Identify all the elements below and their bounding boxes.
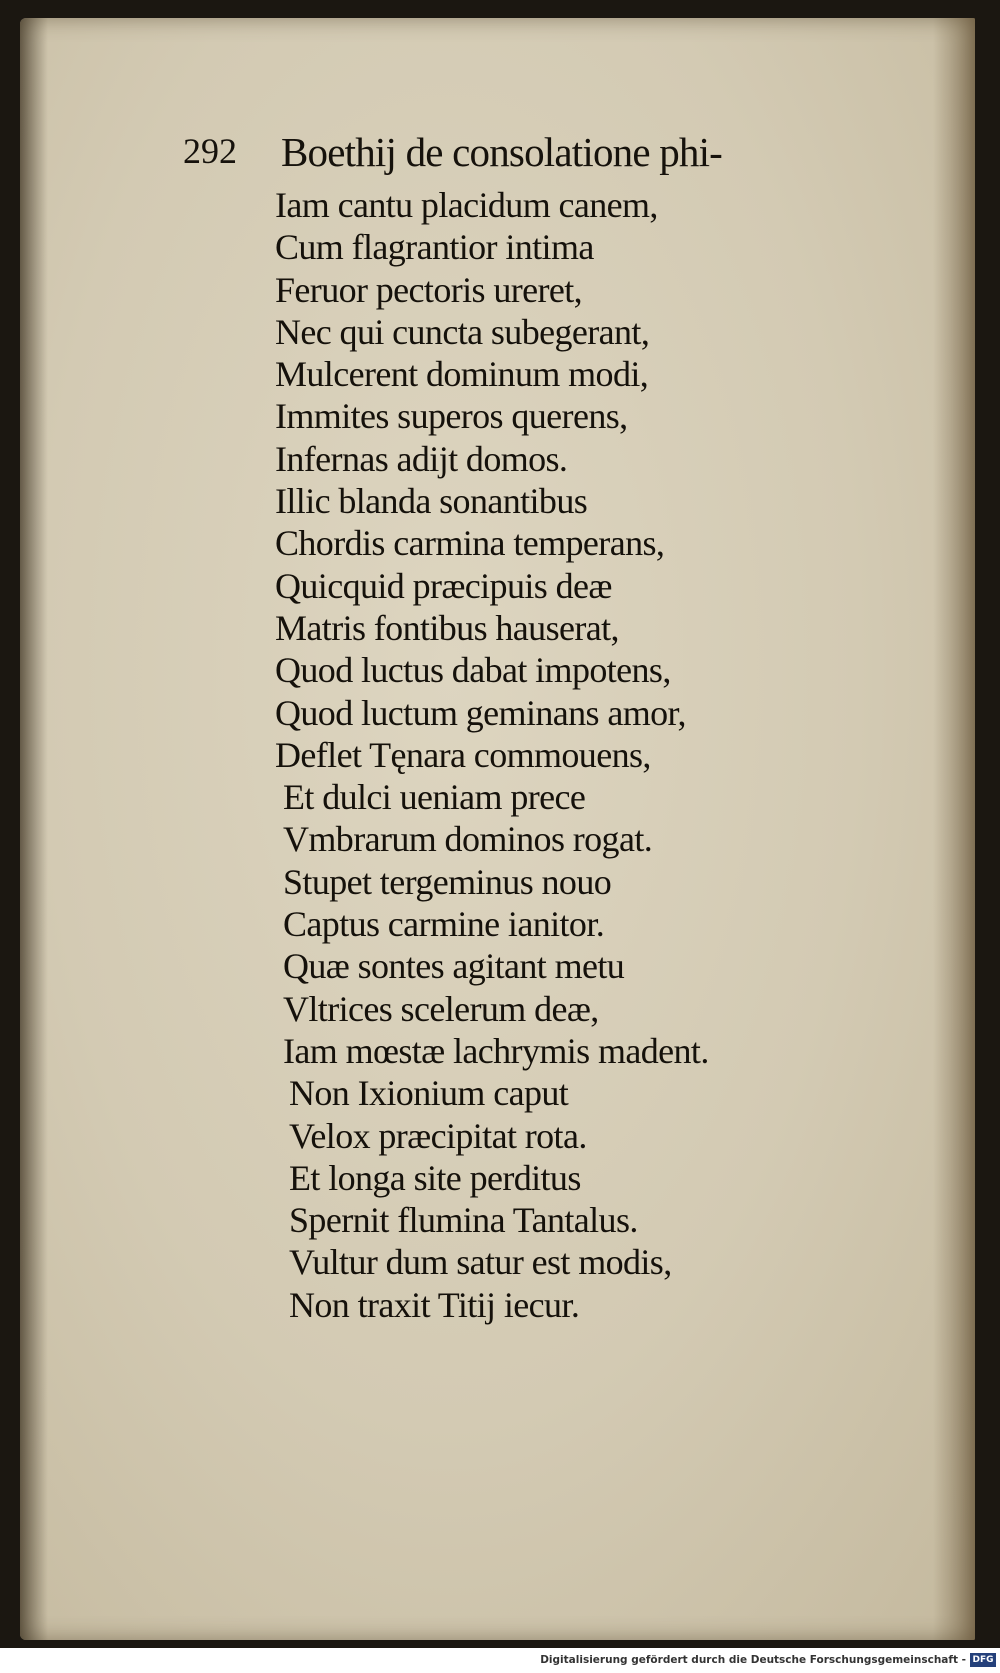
verse-line: Vultur dum satur est modis,	[289, 1242, 672, 1283]
verse-line: Quod luctus dabat impotens,	[275, 650, 671, 691]
verse-line: Captus carmine ianitor.	[283, 904, 605, 945]
dfg-logo[interactable]: DFG	[970, 1653, 996, 1667]
verse-line: Immites superos querens,	[275, 396, 628, 437]
verse-line: Quod luctum geminans amor,	[275, 692, 686, 733]
verse-line: Spernit flumina Tantalus.	[289, 1200, 638, 1241]
verse-line: Non traxit Titij iecur.	[289, 1284, 580, 1325]
verse-line: Velox præcipitat rota.	[289, 1115, 587, 1156]
verse-line: Stupet tergeminus nouo	[283, 861, 612, 902]
verse-line: Deflet Tęnara commouens,	[275, 734, 651, 775]
verse-line: Et dulci ueniam prece	[283, 777, 586, 818]
verse-line: Quæ sontes agitant metu	[283, 946, 625, 987]
verse-line: Infernas adijt domos.	[275, 438, 568, 479]
verse-line: Vltrices scelerum deæ,	[283, 988, 599, 1029]
verse-line: Iam mœstæ lachrymis madent.	[283, 1030, 709, 1071]
verse-line: Et longa site perditus	[289, 1157, 581, 1198]
page-number: 292	[183, 131, 237, 171]
verse-line: Non Ixionium caput	[289, 1073, 569, 1114]
verse-line: Nec qui cuncta subegerant,	[275, 311, 650, 352]
verse-line: Mulcerent dominum modi,	[275, 354, 649, 395]
verse-line: Chordis carmina temperans,	[275, 523, 665, 564]
digitization-footer	[0, 1648, 1000, 1673]
page-gutter-shadow	[20, 18, 48, 1640]
verse-line: Illic blanda sonantibus	[275, 481, 588, 522]
funding-note: Digitalisierung gefördert durch die Deutsche Forschungsgemeinschaft -	[540, 1654, 966, 1666]
verse-text	[275, 184, 835, 1326]
page-header	[183, 128, 833, 178]
running-head: Boethij de consolatione phi-	[281, 129, 723, 175]
verse-line: Iam cantu placidum canem,	[275, 185, 658, 225]
verse-line: Vmbrarum dominos rogat.	[283, 819, 653, 860]
verse-line: Matris fontibus hauserat,	[275, 607, 619, 648]
verse-line: Cum flagrantior intima	[275, 227, 594, 268]
verse-line: Feruor pectoris ureret,	[275, 269, 583, 310]
page-edge-shadow	[933, 18, 975, 1640]
verse-line: Quicquid præcipuis deæ	[275, 565, 612, 606]
